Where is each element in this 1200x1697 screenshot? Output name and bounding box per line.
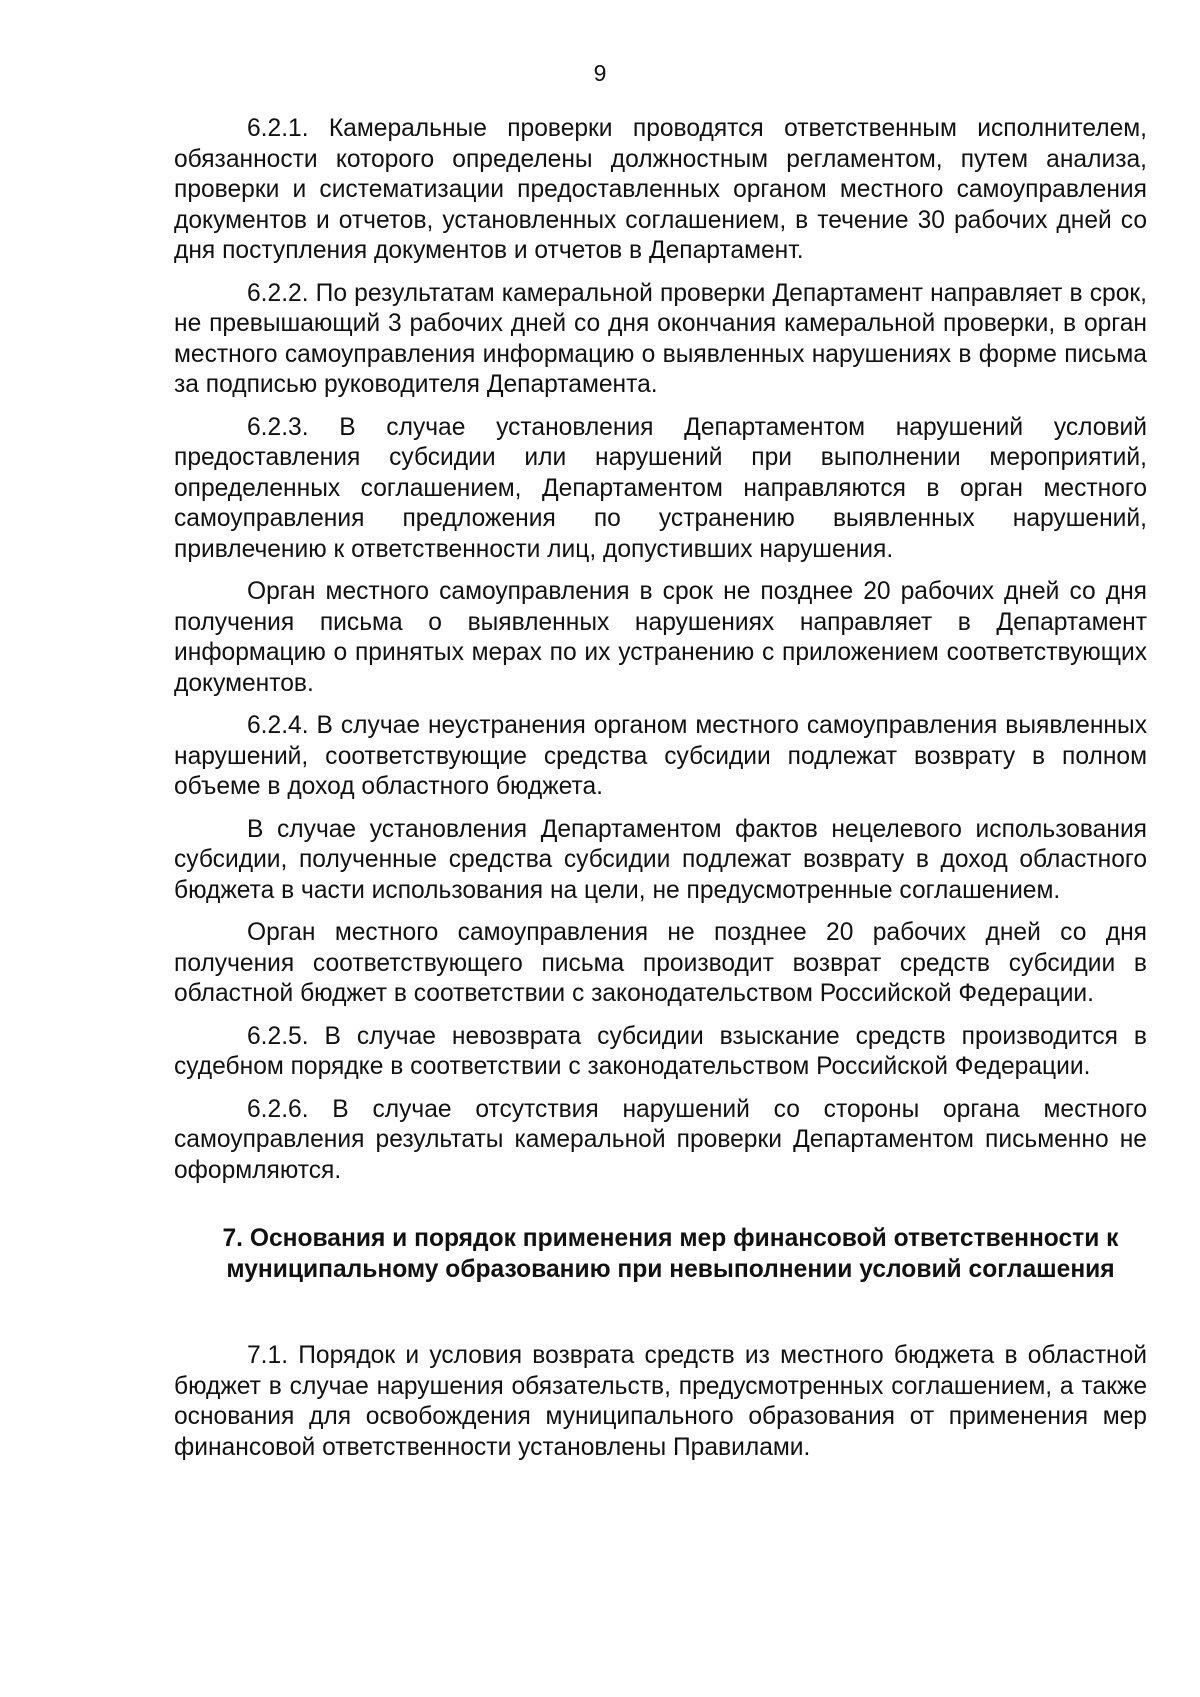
paragraph-7-1: 7.1. Порядок и условия возврата средств из местного бюджета в областной бюджет в случае нарушения обязательств, предусмотренных соглашением, а также основания для освобождения муниципального образования от применения мер финансовой ответственности установлены Правилами. — [174, 1342, 1147, 1461]
paragraph-6-2-6: 6.2.6. В случае отсутствия нарушений со стороны органа местного самоуправления результаты камеральной проверки Департаментом письменно не оформляются. — [174, 1095, 1147, 1184]
page-number: 9 — [593, 60, 607, 86]
paragraph-6-2-4-refund: Орган местного самоуправления не позднее 20 рабочих дней со дня получения соответствующего письма производит возврат средств субсидии в областной бюджет в соответствии с законодательством Российской Федерации. — [174, 919, 1147, 1007]
document-body — [174, 114, 1147, 1475]
paragraph-6-2-3-response: Орган местного самоуправления в срок не позднее 20 рабочих дней со дня получения письма о выявленных нарушениях направляет в Департамент информацию о принятых мерах по их устранению с приложением соответствующих документов. — [174, 578, 1147, 697]
paragraph-6-2-4-misuse: В случае установления Департаментом фактов нецелевого использования субсидии, полученные средства субсидии подлежат возврату в доход областного бюджета в части использования на цели, не предусмотренные соглашением. — [174, 815, 1147, 904]
paragraph-6-2-4: 6.2.4. В случае неустранения органом местного самоуправления выявленных нарушений, соответствующие средства субсидии подлежат возврату в полном объеме в доход областного бюджета. — [174, 712, 1147, 800]
section-7-body — [174, 1341, 1147, 1463]
paragraph-6-2-3: 6.2.3. В случае установления Департаментом нарушений условий предоставления субсидии или нарушений при выполнении мероприятий, определенных соглашением, Департаментом направляются в орган местного самоуправления предложения по устранению выявленных нарушений, привлечению к ответственности лиц, допустивших нарушения. — [174, 413, 1147, 563]
paragraph-6-2-5: 6.2.5. В случае невозврата субсидии взыскание средств производится в судебном порядке в соответствии с законодательством Российской Федерации. — [174, 1022, 1147, 1080]
paragraph-6-2-2: 6.2.2. По результатам камеральной проверки Департамент направляет в срок, не превышающий 3 рабочих дней со дня окончания камеральной проверки, в орган местного самоуправления информацию о выявленных нарушениях в форме письма за подписью руководителя Департамента. — [174, 279, 1147, 398]
section-7-heading: 7. Основания и порядок применения мер финансовой ответственности к муниципальному образованию при невыполнении условий соглашения — [222, 1225, 1119, 1283]
paragraph-6-2-1: 6.2.1. Камеральные проверки проводятся ответственным исполнителем, обязанности которого определены должностным регламентом, путем анализа, проверки и систематизации предоставленных органом местного самоуправления документов и отчетов, установленных соглашением, в течение 30 рабочих дней со дня поступления документов и отчетов в Департамент. — [174, 115, 1147, 264]
